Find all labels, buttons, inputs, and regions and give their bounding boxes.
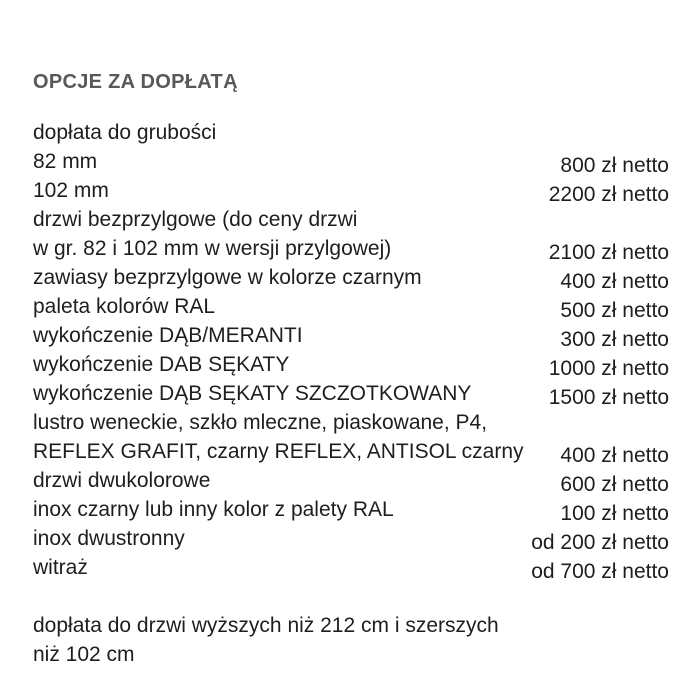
price-list-row [33, 118, 669, 147]
option-label: drzwi bezprzylgowe (do ceny drzwi [33, 208, 358, 231]
option-price: 400 zł netto [560, 444, 669, 467]
price-list-row [33, 524, 669, 553]
price-list-row [33, 466, 669, 495]
price-list-row [33, 350, 669, 379]
option-label: wykończenie DĄB/MERANTI [33, 324, 303, 347]
page-title: OPCJE ZA DOPŁATĄ [33, 71, 238, 93]
price-list-row [33, 263, 669, 292]
option-label: paleta kolorów RAL [33, 295, 216, 318]
option-label: witraż [33, 556, 88, 579]
option-price: 600 zł netto [560, 473, 669, 496]
option-label: dopłata do grubości [33, 121, 217, 144]
price-list-row [33, 408, 669, 437]
option-label: inox czarny lub inny kolor z palety RAL [33, 498, 394, 521]
price-list-row [33, 147, 669, 176]
price-list-row [33, 176, 669, 205]
price-list-row [33, 292, 669, 321]
option-price: od 200 zł netto [531, 531, 669, 554]
option-label: 102 mm [33, 179, 109, 202]
option-label: REFLEX GRAFIT, czarny REFLEX, ANTISOL czarny [33, 440, 524, 463]
option-price: 800 zł netto [560, 154, 669, 177]
option-price: 300 zł netto [560, 328, 669, 351]
option-price: 2200 zł netto [548, 183, 669, 206]
price-list-row [33, 205, 669, 234]
option-price: od 700 zł netto [531, 560, 669, 583]
price-list-row [33, 553, 669, 582]
price-list-row [33, 437, 669, 466]
option-price: 100 zł netto [560, 502, 669, 525]
option-label: wykończenie DAB SĘKATY [33, 353, 290, 376]
option-price: 2100 zł netto [548, 241, 669, 264]
footer-note-line: niż 102 cm [33, 643, 135, 666]
option-price: 400 zł netto [560, 270, 669, 293]
footer-note [33, 611, 669, 669]
option-label: 82 mm [33, 150, 98, 173]
price-list-row [33, 234, 669, 263]
option-label: w gr. 82 i 102 mm w wersji przylgowej) [33, 237, 392, 260]
option-price: 1000 zł netto [548, 357, 669, 380]
footer-note-line: dopłata do drzwi wyższych niż 212 cm i szerszych [33, 614, 499, 637]
option-price: 1500 zł netto [548, 386, 669, 409]
price-list-row [33, 379, 669, 408]
option-label: lustro weneckie, szkło mleczne, piaskowane, P4, [33, 411, 488, 434]
option-label: inox dwustronny [33, 527, 185, 550]
option-label: drzwi dwukolorowe [33, 469, 211, 492]
price-list-row [33, 321, 669, 350]
price-list [33, 118, 669, 582]
price-list-row [33, 495, 669, 524]
option-price: 500 zł netto [560, 299, 669, 322]
option-label: wykończenie DĄB SĘKATY SZCZOTKOWANY [33, 382, 472, 405]
option-label: zawiasy bezprzylgowe w kolorze czarnym [33, 266, 422, 289]
